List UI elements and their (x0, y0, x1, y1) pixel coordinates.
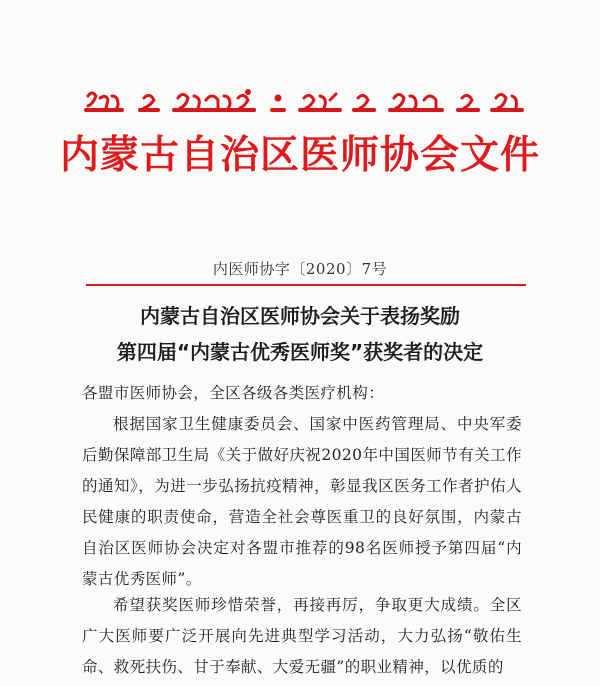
body-paragraph-1: 根据国家卫生健康委员会、国家中医药管理局、中央军委后勤保障部卫生局《关于做好庆祝2020年中国医师节有关工作的通知》，为进一步弘扬抗疫精神，彰显我区医务工作者护佑人民健康的职责使命，营造全社会尊医重卫的良好氛围，内蒙古自治区医师协会决定对各盟市推荐的98名医师授予第四届“内蒙古优秀医师”。 (82, 415, 522, 588)
mongolian-script-glyphs (78, 84, 528, 124)
document-title-line-2: 第四届“内蒙古优秀医师奖”获奖者的决定 (116, 340, 484, 364)
body-paragraph-2: 希望获奖医师珍惜荣誉，再接再厉，争取更大成绩。全区广大医师要广泛开展向先进典型学习活动，大力弘扬“敬佑生命、救死扶伤、甘于奉献、大爱无疆”的职业精神，以优质的 (82, 596, 522, 676)
document-number: 内医师协字〔2020〕7号 (212, 260, 388, 278)
mongolian-script-header (78, 84, 528, 124)
salutation: 各盟市医师协会，全区各级各类医疗机构： (82, 384, 385, 402)
document-title-line-1: 内蒙古自治区医师协会关于表扬奖励 (140, 304, 460, 328)
issuer-heading: 内蒙古自治区医师协会文件 (59, 132, 540, 178)
red-divider-line (86, 284, 526, 286)
